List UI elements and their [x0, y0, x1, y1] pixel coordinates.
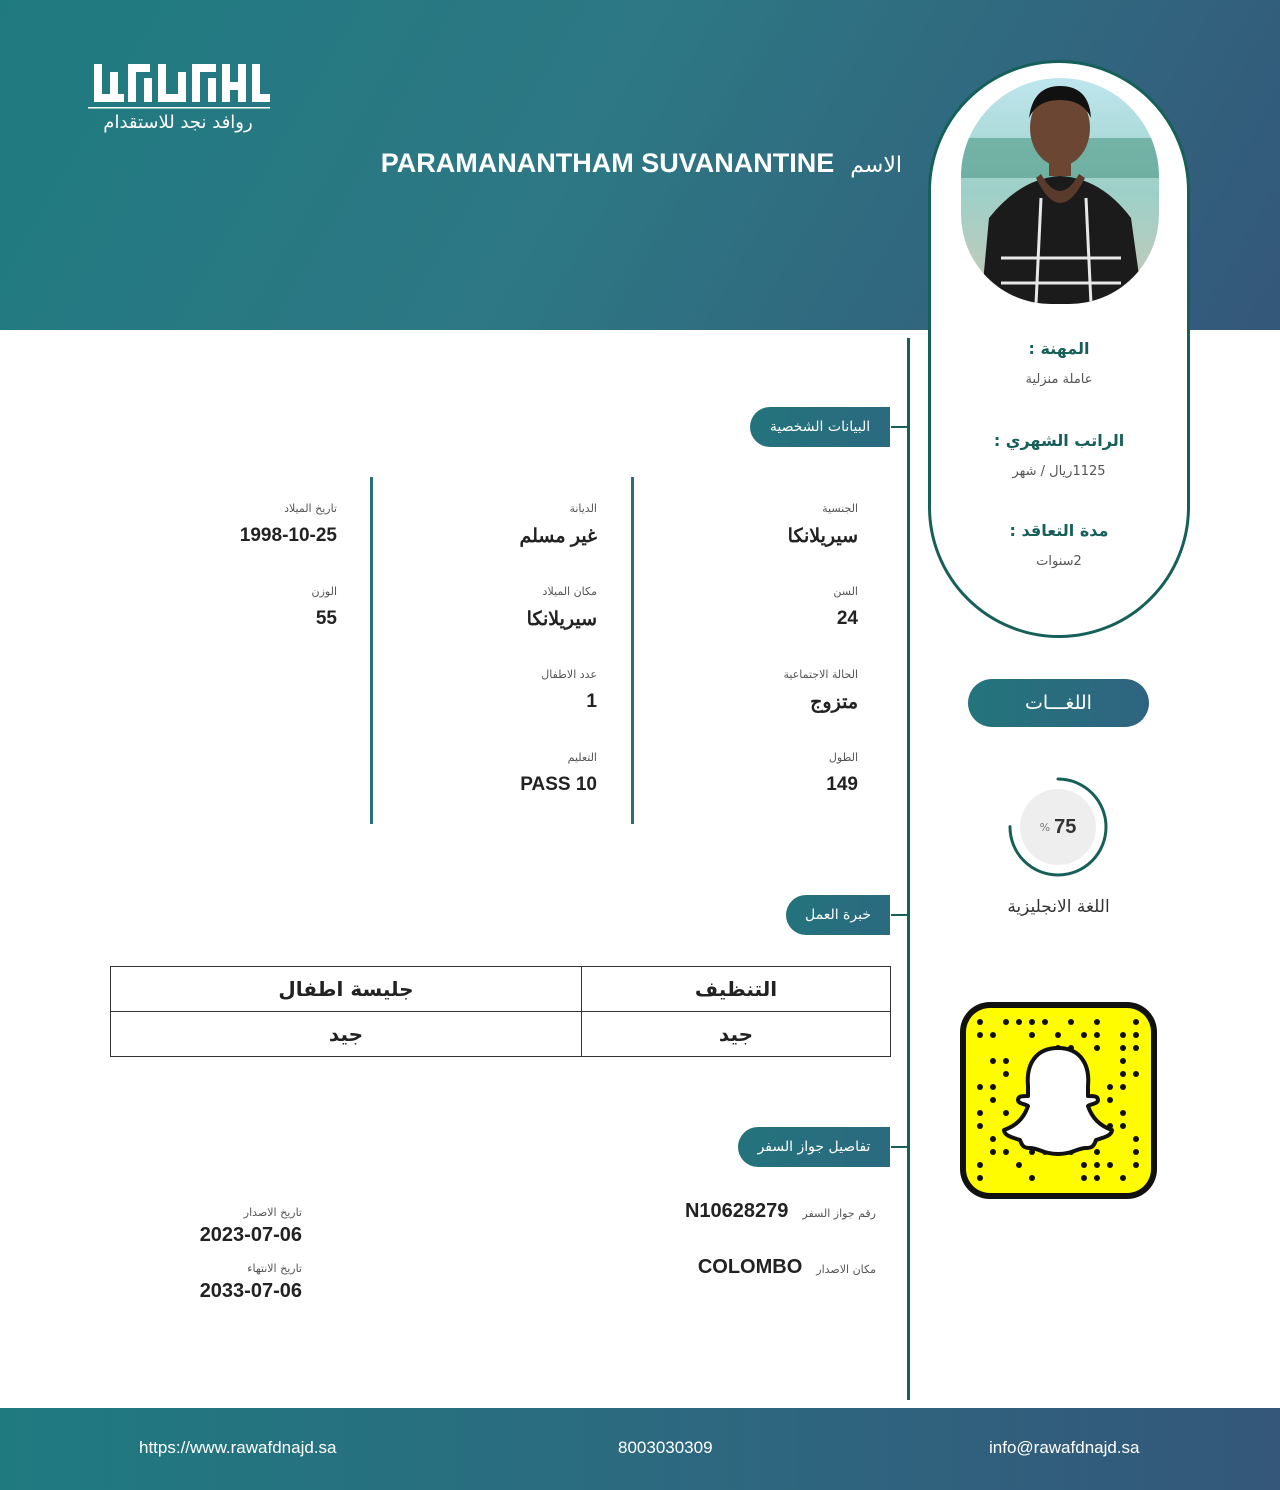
field-height	[826, 751, 858, 796]
field-education	[520, 751, 597, 796]
snapcode-dot	[1133, 1149, 1139, 1155]
snapcode-dot	[1120, 1032, 1126, 1038]
snapcode-dot	[1016, 1019, 1022, 1025]
language-name: اللغة الانجليزية	[1007, 897, 1110, 917]
field-birthplace	[527, 585, 597, 631]
issue-place: COLOMBO	[697, 1256, 803, 1278]
footer-email-link[interactable]: info@rawafdnajd.sa	[989, 1438, 1140, 1457]
snapcode-dot	[1120, 1110, 1126, 1116]
field-label: الوزن	[311, 585, 337, 598]
footer-website-link[interactable]: https://www.rawafdnajd.sa	[139, 1438, 337, 1457]
field-value: PASS 10	[520, 774, 597, 795]
field-label: الحالة الاجتماعية	[783, 668, 858, 681]
field-marital	[783, 668, 858, 714]
snapcode-dot	[1120, 1045, 1126, 1051]
snapcode-dot	[1133, 1071, 1139, 1077]
salary-block	[931, 431, 1187, 479]
snapcode-dot	[1003, 1110, 1009, 1116]
field-value: متزوج	[810, 692, 858, 713]
snapcode-dot	[1055, 1032, 1061, 1038]
snapcode-dot	[1107, 1084, 1113, 1090]
snapcode-dot	[1133, 1045, 1139, 1051]
skill-header: جليسة اطفال	[111, 967, 582, 1012]
snapcode-dot	[977, 1084, 983, 1090]
field-value: 149	[826, 774, 858, 795]
section-tab-experience: خبرة العمل	[786, 895, 890, 935]
issue-date-block	[200, 1201, 302, 1247]
profile-photo	[961, 78, 1159, 304]
snapcode-dot	[1016, 1162, 1022, 1168]
field-label: مكان الميلاد	[542, 585, 597, 598]
table-row	[111, 1012, 891, 1057]
snapcode-dot	[1003, 1058, 1009, 1064]
gauge-percent: 75	[1054, 815, 1077, 838]
snapcode-dot	[1029, 1175, 1035, 1181]
snapcode-dot	[977, 1019, 983, 1025]
field-label: الجنسية	[822, 502, 858, 515]
skill-header: التنظيف	[582, 967, 891, 1012]
issue-date: 2023-07-06	[199, 1224, 302, 1246]
snapcode-dot	[1133, 1136, 1139, 1142]
contract-value: 2سنوات	[1036, 554, 1082, 569]
timeline-line	[907, 338, 910, 1400]
snapcode-dot	[1120, 1175, 1126, 1181]
field-nationality	[788, 502, 858, 548]
tab-connector	[891, 914, 908, 916]
field-value: 24	[836, 608, 858, 629]
expiry-date: 2033-07-06	[199, 1280, 302, 1302]
snapcode-dot	[1094, 1149, 1100, 1155]
field-label: التعليم	[567, 751, 597, 764]
snapcode-dot	[990, 1149, 996, 1155]
snapcode-dot	[990, 1097, 996, 1103]
snapcode-dot	[1094, 1045, 1100, 1051]
field-dob	[240, 502, 337, 547]
expiry-date-block	[200, 1257, 302, 1303]
passport-number-row	[685, 1200, 876, 1223]
snapcode-dot	[1003, 1149, 1009, 1155]
field-label: السن	[833, 585, 858, 598]
section-tab-passport: تفاصيل جواز السفر	[738, 1127, 890, 1167]
field-religion	[520, 502, 598, 548]
tab-connector	[891, 426, 908, 428]
skill-rating: جيد	[111, 1012, 582, 1057]
snapcode-dot	[977, 1175, 983, 1181]
field-value: 55	[315, 608, 337, 629]
field-label: الديانة	[569, 502, 597, 515]
snapcode-dot	[990, 1032, 996, 1038]
snapcode-dot	[1003, 1071, 1009, 1077]
snapcode-dot	[1107, 1162, 1113, 1168]
languages-title: اللغـــات	[968, 679, 1149, 727]
issue-place-label: مكان الاصدار	[816, 1263, 876, 1276]
field-children	[541, 668, 597, 713]
tab-connector	[891, 1146, 908, 1148]
column-divider	[631, 477, 634, 824]
field-label: عدد الاطفال	[541, 668, 597, 681]
snapcode-dot	[1094, 1019, 1100, 1025]
field-value: سيريلانكا	[526, 609, 597, 630]
profession-value: عاملة منزلية	[1025, 372, 1093, 387]
snapcode-dot	[1120, 1058, 1126, 1064]
snapcode-dot	[1094, 1162, 1100, 1168]
field-weight	[312, 585, 337, 630]
snapcode-dot	[1081, 1032, 1087, 1038]
table-row	[111, 967, 891, 1012]
field-value: 1	[586, 691, 597, 712]
skills-table	[110, 966, 891, 1057]
snapcode-dot	[1120, 1123, 1126, 1129]
section-tab-personal: البيانات الشخصية	[750, 407, 890, 447]
snapcode-dot	[1081, 1162, 1087, 1168]
snapcode-dot	[1133, 1032, 1139, 1038]
contract-label: مدة التعاقد :	[1009, 521, 1109, 540]
profession-label: المهنة :	[1028, 339, 1090, 358]
salary-label: الراتب الشهري :	[993, 431, 1125, 450]
snapcode-icon[interactable]	[958, 1000, 1159, 1201]
snapcode-dot	[1094, 1175, 1100, 1181]
passport-number: N10628279	[684, 1200, 789, 1222]
passport-number-label: رقم جواز السفر	[802, 1207, 876, 1220]
snapcode-dot	[1133, 1019, 1139, 1025]
snapcode-dot	[990, 1136, 996, 1142]
snapcode-dot	[1107, 1097, 1113, 1103]
issue-place-row	[698, 1256, 876, 1279]
contract-block	[931, 521, 1187, 569]
snapcode-dot	[1094, 1032, 1100, 1038]
field-age	[833, 585, 858, 630]
footer-phone[interactable]: 8003030309	[618, 1438, 713, 1457]
gauge-percent-sign: %	[1039, 820, 1051, 834]
snapcode-dot	[1029, 1032, 1035, 1038]
profile-card	[928, 60, 1190, 638]
field-value: سيريلانكا	[787, 526, 858, 547]
logo-tagline: روافد نجد للاستقدام	[103, 112, 253, 133]
expiry-date-label: تاريخ الانتهاء	[247, 1262, 302, 1275]
snapcode-dot	[977, 1032, 983, 1038]
field-label: الطول	[828, 751, 858, 764]
snapcode-dot	[977, 1162, 983, 1168]
snapcode-dot	[1068, 1019, 1074, 1025]
skill-rating: جيد	[582, 1012, 891, 1057]
salary-value: 1125ريال / شهر	[1012, 464, 1106, 479]
snapcode-dot	[1003, 1019, 1009, 1025]
snapcode-dot	[1081, 1175, 1087, 1181]
field-label: تاريخ الميلاد	[284, 502, 337, 515]
name-label: الاسم	[850, 153, 902, 178]
snapcode-dot	[1120, 1084, 1126, 1090]
name-row	[381, 148, 902, 179]
snapcode-dot	[990, 1058, 996, 1064]
gauge-label	[1020, 789, 1096, 865]
snapcode-dot	[977, 1123, 983, 1129]
issue-date-label: تاريخ الاصدار	[243, 1206, 302, 1219]
name-value: PARAMANANTHAM SUVANANTINE	[380, 148, 835, 178]
snapcode-dot	[1133, 1162, 1139, 1168]
profession-block	[931, 339, 1187, 387]
snapcode-dot	[1120, 1071, 1126, 1077]
field-value: غير مسلم	[519, 526, 597, 547]
column-divider	[370, 477, 373, 824]
field-value: 1998-10-25	[239, 525, 337, 546]
snapcode-dot	[977, 1110, 983, 1116]
snapcode-dot	[1042, 1019, 1048, 1025]
snapcode-dot	[1029, 1019, 1035, 1025]
snapcode-dot	[990, 1084, 996, 1090]
